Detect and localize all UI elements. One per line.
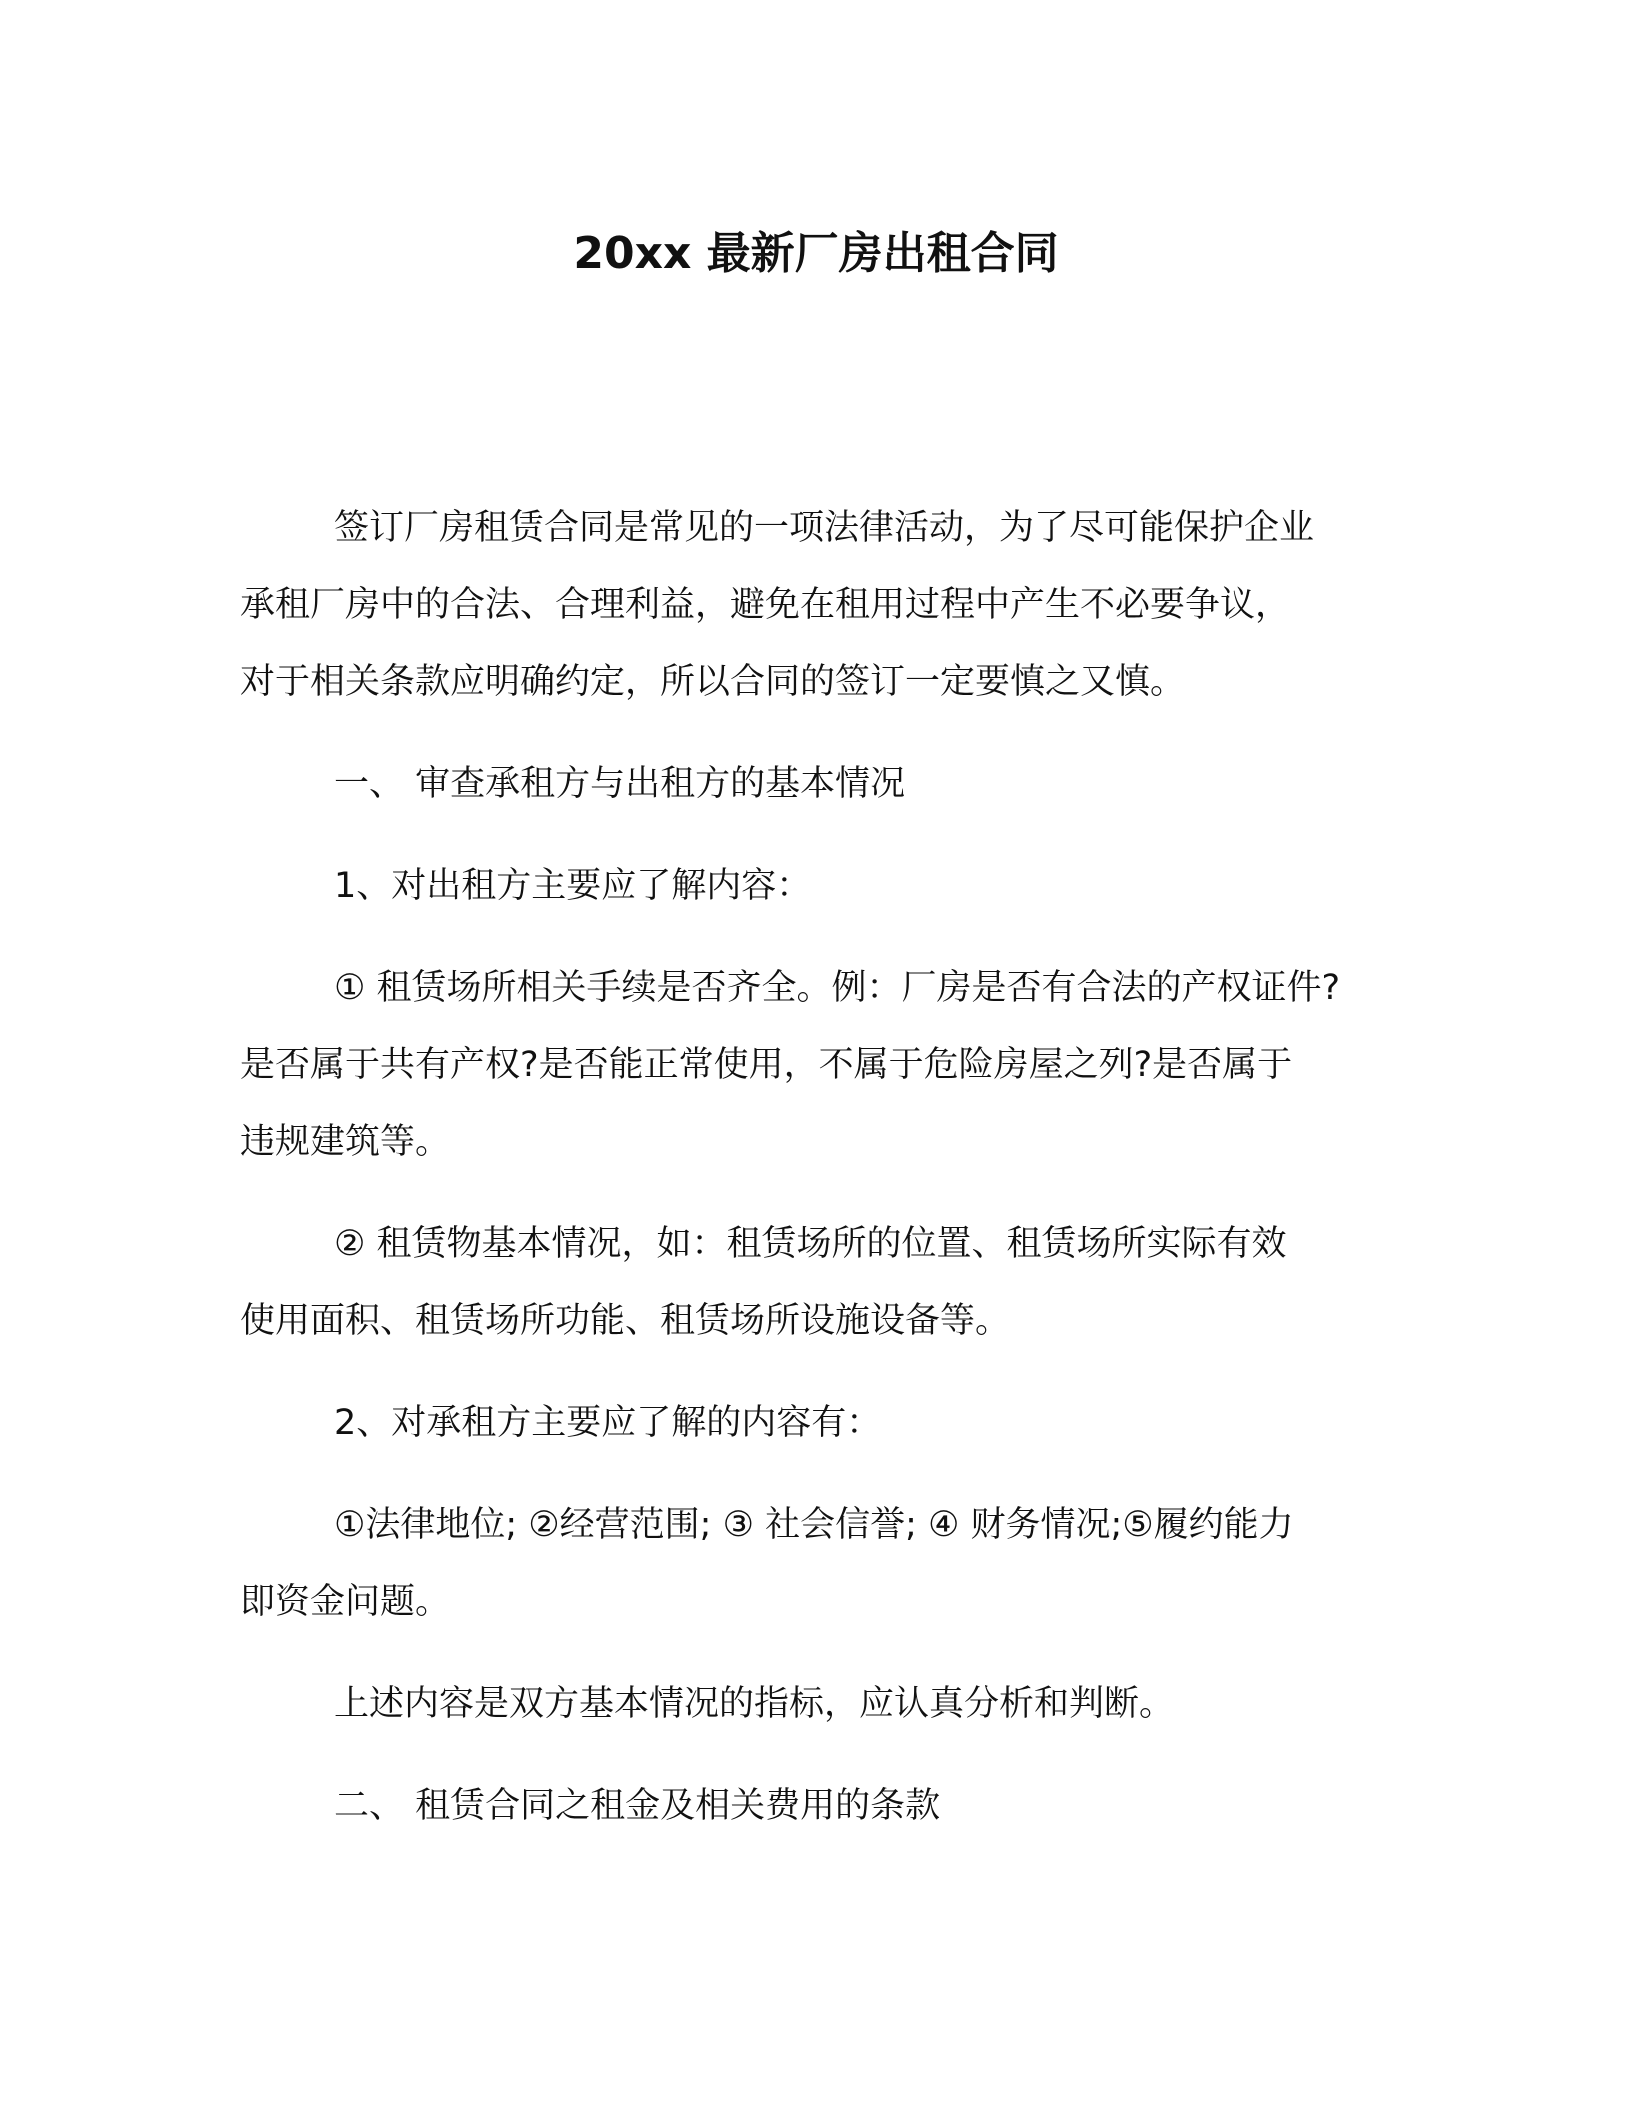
text-line: 一、 审查承租方与出租方的基本情况 (334, 764, 906, 804)
subsection-heading-2 (240, 1385, 1410, 1462)
text-line: 违规建筑等。 (240, 1122, 451, 1162)
paragraph-intro (240, 490, 1410, 721)
document-title: 20xx 最新厂房出租合同 (573, 228, 1059, 279)
paragraph-tenant-items (240, 1487, 1410, 1641)
text-line: ② 租赁物基本情况，如：租赁场所的位置、租赁场所实际有效 (334, 1224, 1287, 1264)
document-body (240, 490, 1410, 1870)
subsection-heading-1 (240, 848, 1410, 925)
text-line: 2、对承租方主要应了解的内容有： (334, 1403, 882, 1443)
text-line: 二、 租赁合同之租金及相关费用的条款 (334, 1786, 941, 1826)
text-line: 是否属于共有产权?是否能正常使用，不属于危险房屋之列?是否属于 (240, 1045, 1293, 1085)
text-line: 使用面积、租赁场所功能、租赁场所设施设备等。 (240, 1301, 1011, 1341)
section-heading-2 (240, 1768, 1410, 1845)
section-heading-1 (240, 746, 1410, 823)
text-line: ① 租赁场所相关手续是否齐全。例：厂房是否有合法的产权证件? (334, 968, 1341, 1008)
paragraph-summary (240, 1666, 1410, 1743)
text-line: 即资金问题。 (240, 1582, 451, 1622)
text-line: 1、对出租方主要应了解内容： (334, 866, 812, 906)
text-line: ①法律地位; ②经营范围; ③ 社会信誉; ④ 财务情况;⑤履约能力 (334, 1505, 1294, 1545)
text-line: 对于相关条款应明确约定，所以合同的签订一定要慎之又慎。 (240, 662, 1186, 702)
text-line: 签订厂房租赁合同是常见的一项法律活动，为了尽可能保护企业 (334, 508, 1315, 548)
text-line: 承租厂房中的合法、合理利益，避免在租用过程中产生不必要争议， (240, 585, 1291, 625)
text-line: 上述内容是双方基本情况的指标，应认真分析和判断。 (334, 1684, 1175, 1724)
paragraph-item-1 (240, 950, 1410, 1181)
paragraph-item-2 (240, 1206, 1410, 1360)
